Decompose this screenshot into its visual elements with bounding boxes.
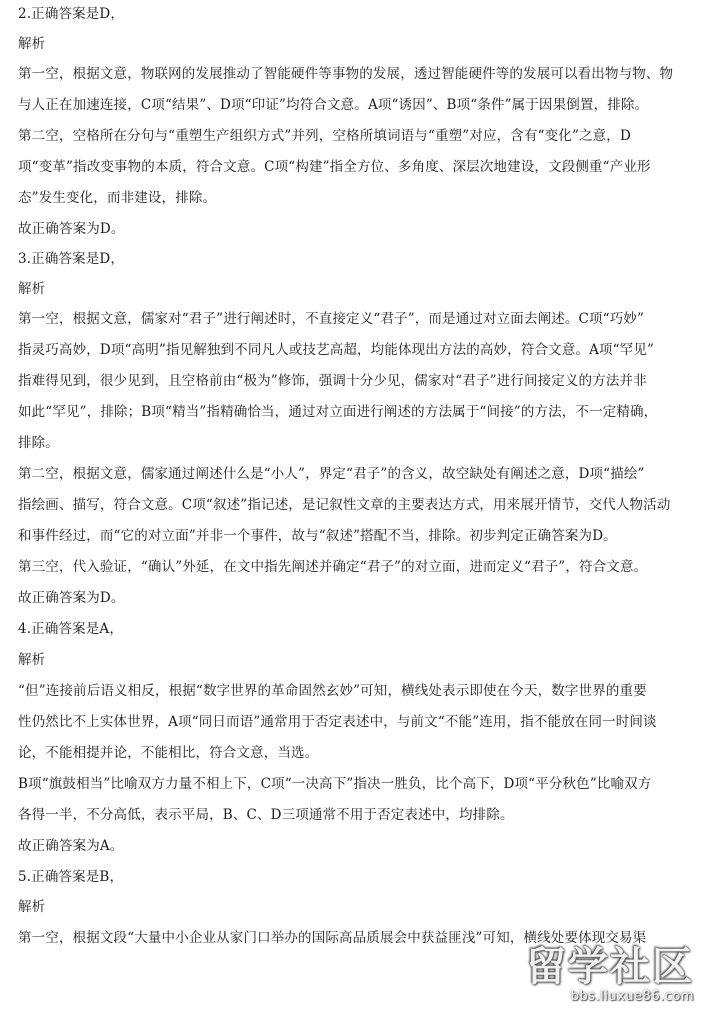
- text-line: 论，不能相提并论，不能相比，符合文意，当选。: [18, 745, 319, 761]
- text-line: 解析: [18, 652, 46, 668]
- text-line: 第二空，根据文意，儒家通过阐述什么是“小人”，界定“君子”的含义，故空缺处有阐述之意，D项“描绘”: [18, 466, 645, 482]
- text-line: 指难得见到，很少见到，且空格前由“极为”修饰，强调十分少见，儒家对“君子”进行间接定义的方法并非: [18, 373, 647, 389]
- text-line: 5.正确答案是B，: [18, 869, 124, 885]
- text-line: 态”发生变化，而非建设，排除。: [18, 190, 217, 206]
- text-line: 和事件经过，而“它的对立面”并非一个事件，故与“叙述”搭配不当，排除。初步判定正确答案为D。: [18, 528, 617, 544]
- text-line: 3.正确答案是D，: [18, 251, 125, 267]
- text-line: 故正确答案为D。: [18, 590, 125, 606]
- text-line: 项“变革”指改变事物的本质，符合文意。C项“构建”指全方位、多角度、深层次地建设，文段侧重“产业形: [18, 159, 651, 175]
- watermark-logo: 留学社区: [526, 944, 694, 990]
- text-line: 与人正在加速连接，C项“结果”、D项“印证”均符合文意。A项“诱因”、B项“条件”属于因果倒置，排除。: [18, 97, 649, 113]
- text-line: 第一空，根据文意，儒家对“君子”进行阐述时，不直接定义“君子”，而是通过对立面去阐述。C项“巧妙”: [18, 311, 645, 327]
- text-line: 2.正确答案是D，: [18, 6, 125, 22]
- text-line: 指绘画、描写，符合文意。C项“叙述”指记述，是记叙性文章的主要表达方式，用来展开情节，交代人物活动: [18, 497, 671, 513]
- text-line: 4.正确答案是A，: [18, 621, 123, 637]
- text-line: 第三空，代入验证，“确认”外延，在文中指先阐述并确定“君子”的对立面，进而定义“君子”，符合文意。: [18, 559, 648, 575]
- text-line: B项“旗鼓相当”比喻双方力量不相上下，C项“一决高下”指决一胜负，比个高下，D项“平分秋色”比喻双方: [18, 776, 652, 792]
- text-line: 第一空，根据文段“大量中小企业从家门口举办的国际高品质展会中获益匪浅”可知，横线处要体现交易渠: [18, 930, 647, 946]
- text-line: 解析: [18, 36, 46, 52]
- text-line: 指灵巧高妙，D项“高明”指见解独到不同凡人或技艺高超，均能体现出方法的高妙，符合文意。A项“罕见”: [18, 342, 655, 358]
- text-line: 故正确答案为D。: [18, 221, 125, 237]
- text-line: 排除。: [18, 435, 59, 451]
- text-line: 各得一半，不分高低，表示平局，B、C、D三项通常不用于否定表述中，均排除。: [18, 807, 514, 823]
- text-line: 第一空，根据文意，物联网的发展推动了智能硬件等事物的发展，透过智能硬件等的发展可以看出物与物、物: [18, 66, 674, 82]
- text-line: 如此“罕见”，排除；B项“精当”指精确恰当，通过对立面进行阐述的方法属于“间接”的方法，不一定精确，: [18, 404, 658, 420]
- text-line: 解析: [18, 899, 46, 915]
- text-line: “但”连接前后语义相反，根据“数字世界的革命固然玄妙”可知，横线处表示即使在今天，数字世界的重要: [18, 683, 647, 699]
- text-line: 解析: [18, 281, 46, 297]
- watermark: [514, 945, 694, 1011]
- text-line: 故正确答案为A。: [18, 838, 124, 854]
- watermark-url: bbs.liuxue86.com: [570, 989, 694, 1004]
- text-line: 性仍然比不上实体世界，A项“同日而语”通常用于否定表述中，与前文“不能”连用，指不能放在同一时间谈: [18, 714, 657, 730]
- text-line: 第二空，空格所在分句与“重塑生产组织方式”并列，空格所填词语与“重塑”对应，含有“变化”之意，D: [18, 128, 631, 144]
